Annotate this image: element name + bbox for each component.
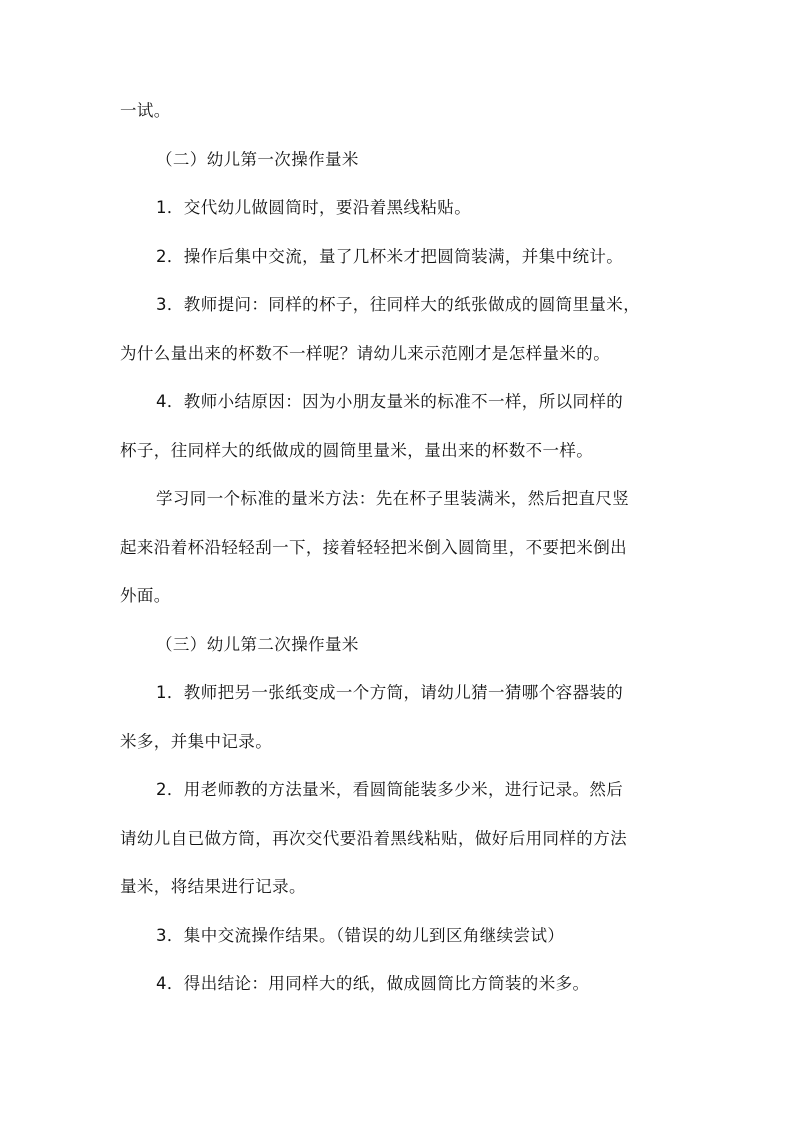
text-line: 一试。 <box>120 101 171 120</box>
paragraph-continuation <box>120 87 680 136</box>
text-line: 杯子，往同样大的纸做成的圆筒里量米，量出来的杯数不一样。 <box>120 440 594 460</box>
text-line: 学习同一个标准的量米方法：先在杯子里装满米，然后把直尺竖 <box>156 489 630 508</box>
text-line: 4．教师小结原因：因为小朋友量米的标准不一样，所以同样的 <box>156 392 624 411</box>
step-2 <box>120 233 680 282</box>
text-line: 2．操作后集中交流，量了几杯米才把圆筒装满，并集中统计。 <box>156 246 624 266</box>
step-3 <box>120 912 680 961</box>
text-line: 米多，并集中记录。 <box>120 731 273 751</box>
step-4 <box>120 960 680 1009</box>
text-line: 1．交代幼儿做圆筒时，要沿着黑线粘贴。 <box>156 198 472 217</box>
step-4 <box>120 378 680 475</box>
section-heading-3 <box>120 621 680 670</box>
step-3 <box>120 281 680 378</box>
text-line: 起来沿着杯沿轻轻刮一下，接着轻轻把米倒入圆筒里，不要把米倒出 <box>120 537 627 557</box>
method-paragraph <box>120 475 680 621</box>
text-line: 请幼儿自已做方筒，再次交代要沿着黑线粘贴，做好后用同样的方法 <box>120 828 627 848</box>
document-body <box>120 87 680 1009</box>
text-line: 为什么量出来的杯数不一样呢？请幼儿来示范刚才是怎样量米的。 <box>120 343 611 363</box>
text-line: 4．得出结论：用同样大的纸，做成圆筒比方筒装的米多。 <box>156 974 590 993</box>
text-line: 2．用老师教的方法量米，看圆筒能装多少米，进行记录。然后 <box>156 780 624 799</box>
text-line: 1．教师把另一张纸变成一个方筒，请幼儿猜一猜哪个容器装的 <box>156 683 624 702</box>
text-line: （二）幼儿第一次操作量米 <box>156 149 359 169</box>
text-line: 3．教师提问：同样的杯子，往同样大的纸张做成的圆筒里量米， <box>156 295 641 314</box>
step-1 <box>120 184 680 233</box>
text-line: 量米，将结果进行记录。 <box>120 877 306 896</box>
text-line: 3．集中交流操作结果。（错误的幼儿到区角继续尝试） <box>156 925 565 945</box>
text-line: 外面。 <box>120 586 171 605</box>
step-2 <box>120 766 680 912</box>
section-heading-2 <box>120 136 680 185</box>
step-1 <box>120 669 680 766</box>
text-line: （三）幼儿第二次操作量米 <box>156 634 359 654</box>
